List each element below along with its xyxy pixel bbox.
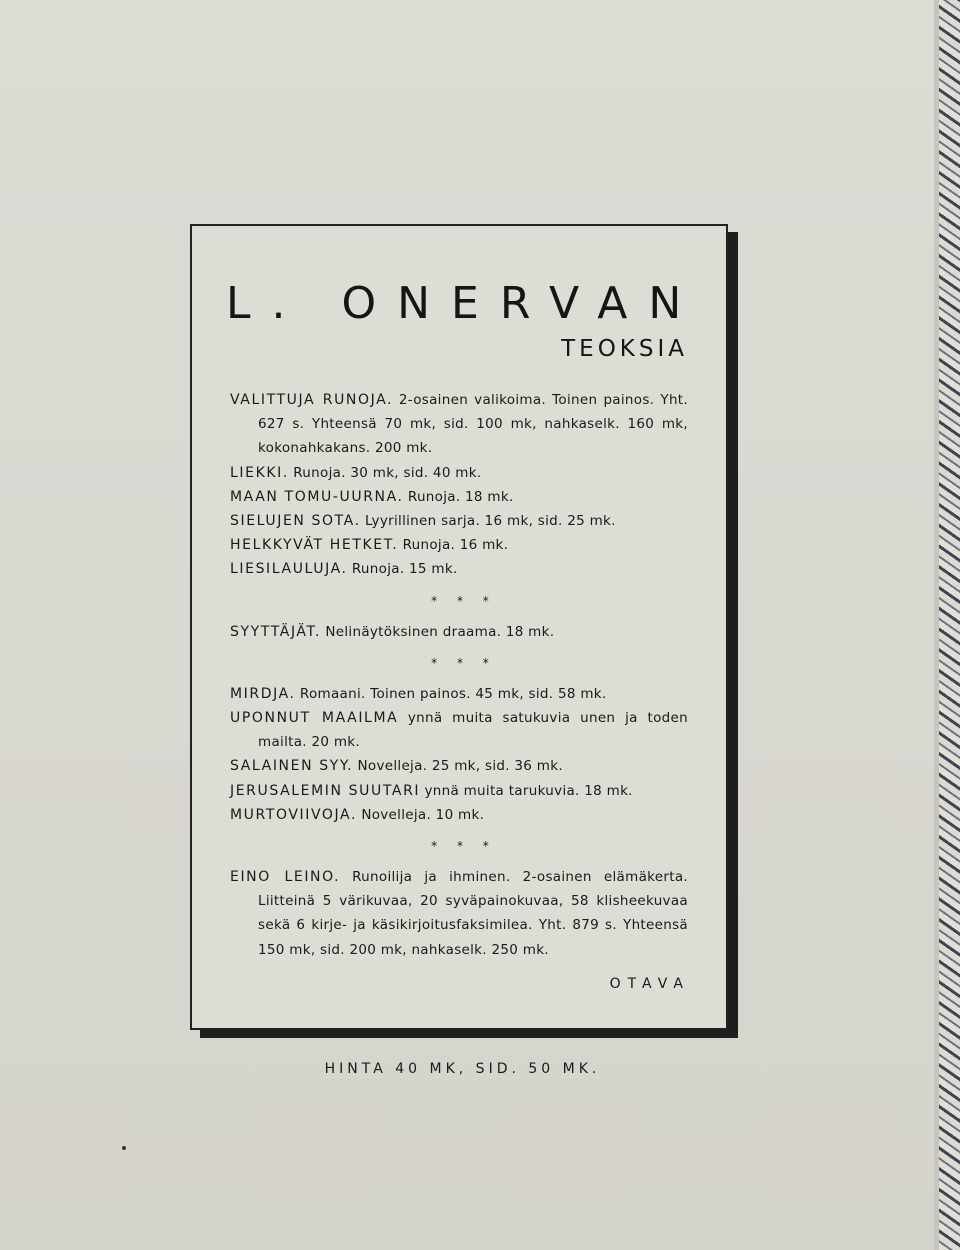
- work-entry: [230, 461, 688, 485]
- work-entry: [230, 620, 688, 644]
- work-details: Runoja. 16 mk.: [402, 537, 509, 554]
- work-entry: [230, 557, 688, 581]
- work-title: VALITTUJA RUNOJA.: [230, 392, 394, 408]
- work-entry: [230, 509, 688, 533]
- price-line: HINTA 40 MK, SID. 50 MK.: [324, 1061, 601, 1077]
- work-entry: [230, 533, 688, 557]
- work-details: Nelinäytöksinen draama. 18 mk.: [325, 623, 555, 640]
- work-details: Novelleja. 10 mk.: [361, 806, 485, 823]
- work-details: Runoilija ja ihminen. 2-osainen elämäkerta. Liitteinä 5 värikuvaa, 20 syväpainokuvaa, 58 klisheekuvaa sekä 6 kirje- ja käsikirjoitusfaksimilea. Yht. 879 s. Yhteensä 150 mk, sid. 200 mk, nahkaselk. 250 mk.: [258, 869, 688, 958]
- section-separator: * * *: [431, 839, 497, 854]
- section-separator: * * *: [431, 655, 497, 670]
- work-details: Romaani. Toinen painos. 45 mk, sid. 58 mk.: [299, 685, 607, 702]
- work-details: Runoja. 18 mk.: [407, 488, 514, 505]
- work-entry: [230, 754, 688, 778]
- work-entry: [230, 779, 688, 803]
- ad-title: L. ONERVAN: [226, 278, 703, 329]
- work-entry: [230, 706, 688, 754]
- work-details: 2-osainen valikoima. Toinen painos. Yht. 627 s. Yhteensä 70 mk, sid. 100 mk, nahkaselk. 160 mk, kokonahkakans. 200 mk.: [258, 392, 688, 457]
- work-title: MURTOVIIVOJA.: [230, 806, 358, 823]
- work-title: SYYTTÄJÄT.: [230, 623, 322, 640]
- work-title: LIESILAULUJA.: [230, 561, 348, 578]
- work-title: MAAN TOMU-UURNA.: [230, 488, 404, 505]
- work-title: MIRDJA.: [230, 685, 296, 702]
- work-details: Runoja. 15 mk.: [351, 561, 458, 578]
- work-details: ynnä muita satukuvia unen ja toden mailta. 20 mk.: [258, 710, 688, 751]
- work-title: SALAINEN SYY.: [230, 758, 354, 775]
- publisher-name: OTAVA: [609, 976, 690, 992]
- work-details: Lyyrillinen sarja. 16 mk, sid. 25 mk.: [364, 513, 616, 530]
- advertisement-box: [190, 224, 728, 1030]
- work-details: Novelleja. 25 mk, sid. 36 mk.: [357, 758, 563, 775]
- work-title: UPONNUT MAAILMA: [230, 710, 399, 727]
- work-entry: [230, 803, 688, 827]
- marbled-page-edge: [934, 0, 960, 1250]
- paper-speck: [122, 1146, 126, 1150]
- ad-subtitle: TEOKSIA: [561, 336, 688, 362]
- work-title: SIELUJEN SOTA.: [230, 513, 361, 530]
- work-title: HELKKYVÄT HETKET.: [230, 537, 399, 554]
- work-entry: [230, 682, 688, 706]
- work-entry: [230, 485, 688, 509]
- section-separator: * * *: [431, 593, 497, 608]
- work-entry: [230, 388, 688, 461]
- work-title: JERUSALEMIN SUUTARI: [230, 782, 421, 799]
- work-title: LIEKKI.: [230, 464, 289, 481]
- work-title: EINO LEINO.: [230, 869, 341, 886]
- work-entry: [230, 865, 688, 962]
- work-details: ynnä muita tarukuvia. 18 mk.: [424, 782, 633, 799]
- work-details: Runoja. 30 mk, sid. 40 mk.: [293, 464, 482, 481]
- works-list: [230, 388, 688, 962]
